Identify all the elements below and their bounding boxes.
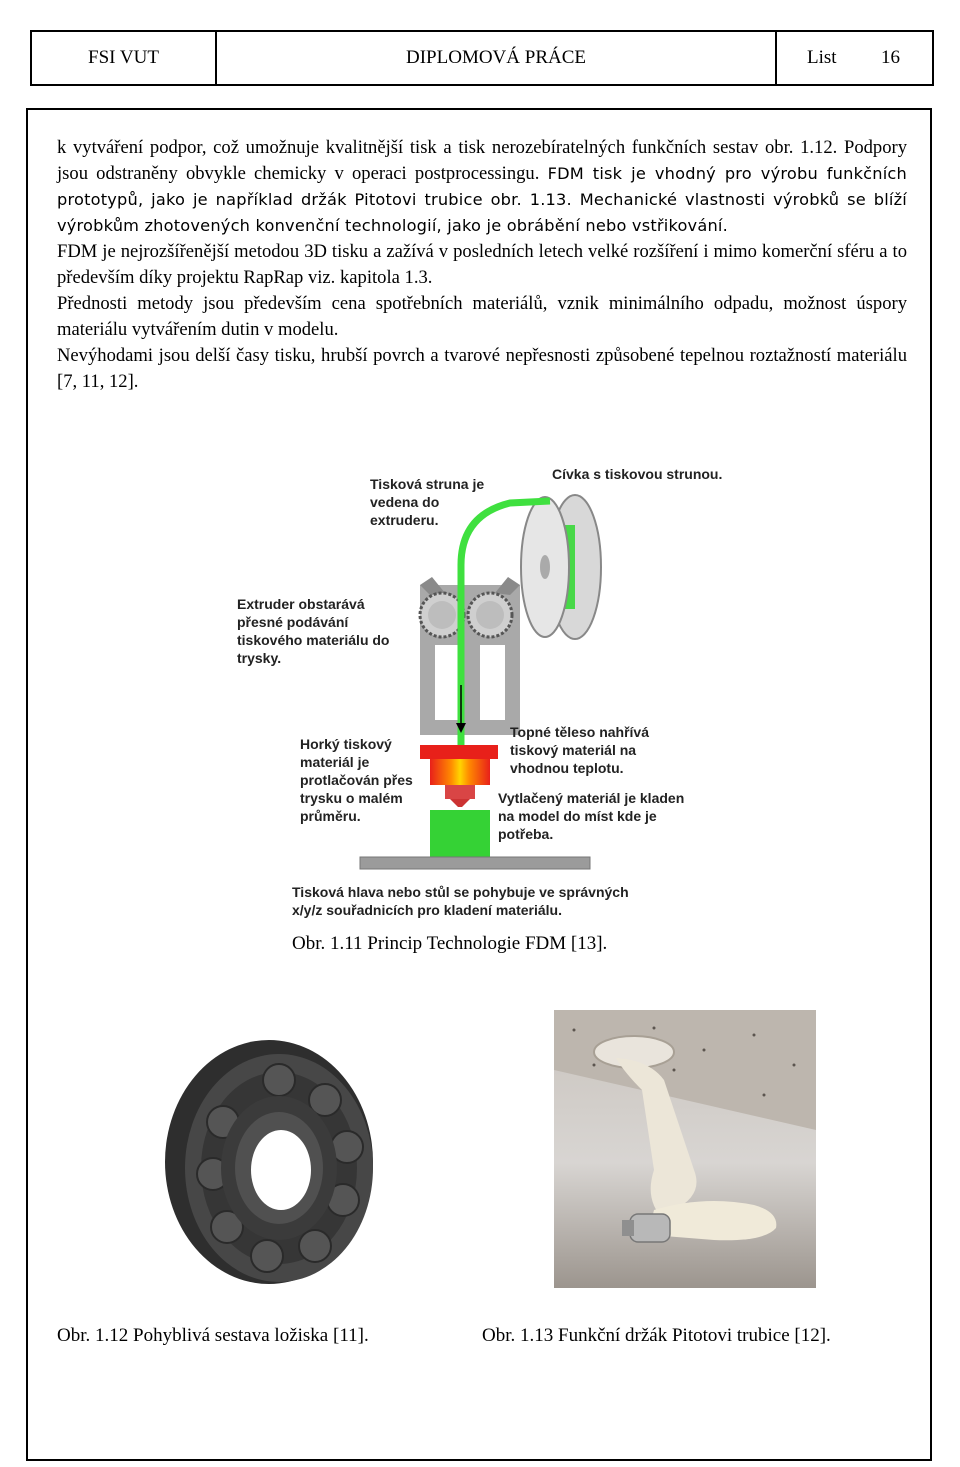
paragraph-text: k vytváření podpor, což umožnuje kvalitnější tisk a tisk nerozebíratelných funkčních sestav obr. 1.12. Podpory jsou odstraněny obvykle chemicky v operaci postprocessingu. <box>57 137 907 184</box>
heater-block-icon <box>420 745 498 807</box>
svg-text:Vytlačený materiál je kladen: Vytlačený materiál je kladen <box>498 790 685 806</box>
svg-text:vedena do: vedena do <box>370 494 440 510</box>
paragraph <box>57 291 907 343</box>
svg-text:protlačován přes: protlačován přes <box>300 772 413 788</box>
svg-text:x/y/z souřadnicích pro kladení: x/y/z souřadnicích pro kladení materiálu. <box>292 902 562 918</box>
spool-icon <box>521 495 601 639</box>
svg-text:Extruder obstarává: Extruder obstarává <box>237 596 365 612</box>
header-institution: FSI VUT <box>32 32 217 84</box>
paragraph-text: FDM tisk je vhodný pro výrobu funkčních prototypů, jako je například držák Pitotovi trubice obr. 1.13. Mechanické vlastnosti výrobků se blíží výrobkům zhotovených konvenční technologií, jako je obrábění nebo vstřikování. <box>57 164 907 235</box>
label-head <box>292 884 629 918</box>
figure-caption-1-11: Obr. 1.11 Princip Technologie FDM [13]. <box>292 933 608 954</box>
svg-text:vhodnou teplotu.: vhodnou teplotu. <box>510 760 624 776</box>
svg-text:trysku o malém: trysku o malém <box>300 790 403 806</box>
svg-text:Tisková hlava nebo stůl se poh: Tisková hlava nebo stůl se pohybuje ve správných <box>292 884 629 900</box>
label-extruder <box>237 596 389 666</box>
figure-caption-1-13: Obr. 1.13 Funkční držák Pitotovi trubice [12]. <box>482 1325 831 1346</box>
print-bed <box>360 857 590 869</box>
header-sheet <box>777 32 932 84</box>
body-text <box>57 135 907 395</box>
svg-text:materiál je: materiál je <box>300 754 370 770</box>
paragraph-text: Přednosti metody jsou především cena spotřebních materiálů, vznik minimálního odpadu, možnost úspory materiálu vytvářením dutin v modelu. <box>57 293 907 340</box>
svg-text:trysky.: trysky. <box>237 650 282 666</box>
label-extruded <box>498 790 684 842</box>
svg-text:průměru.: průměru. <box>300 808 361 824</box>
label-hot-material <box>300 736 413 824</box>
svg-text:extruderu.: extruderu. <box>370 512 439 528</box>
figure-caption-1-12: Obr. 1.12 Pohyblivá sestava ložiska [11]. <box>57 1325 369 1346</box>
pitot-holder-photo <box>554 1010 816 1288</box>
svg-text:Topné těleso nahřívá: Topné těleso nahřívá <box>510 724 649 740</box>
page-header <box>30 30 934 86</box>
bearing-photo <box>147 1022 383 1288</box>
paragraph-text: FDM je nejrozšířenější metodou 3D tisku a zažívá v posledních letech velké rozšíření i mimo komerční sféru a to především díky projektu RapRap viz. kapitola 1.3. <box>57 241 907 288</box>
label-filament <box>370 476 484 528</box>
svg-text:tiskový materiál na: tiskový materiál na <box>510 742 637 758</box>
svg-text:potřeba.: potřeba. <box>498 826 554 842</box>
paragraph-text: Nevýhodami jsou delší časy tisku, hrubší povrch a tvarové nepřesnosti způsobené tepelnou roztažností materiálu [7, 11, 12]. <box>57 345 907 392</box>
header-doc-type: DIPLOMOVÁ PRÁCE <box>217 32 777 84</box>
paragraph <box>57 239 907 291</box>
label-spool: Cívka s tiskovou strunou. <box>552 466 723 482</box>
svg-text:přesné podávání: přesné podávání <box>237 614 349 630</box>
fdm-diagram <box>230 455 730 930</box>
label-heater <box>510 724 649 776</box>
printed-model <box>430 810 490 857</box>
svg-text:na model do míst kde je: na model do míst kde je <box>498 808 657 824</box>
paragraph <box>57 343 907 395</box>
header-sheet-label: List <box>807 47 837 68</box>
svg-text:tiskového materiálu do: tiskového materiálu do <box>237 632 390 648</box>
paragraph <box>57 135 907 239</box>
header-sheet-number: 16 <box>881 47 900 68</box>
svg-text:Tisková struna je: Tisková struna je <box>370 476 485 492</box>
svg-text:Horký tiskový: Horký tiskový <box>300 736 392 752</box>
